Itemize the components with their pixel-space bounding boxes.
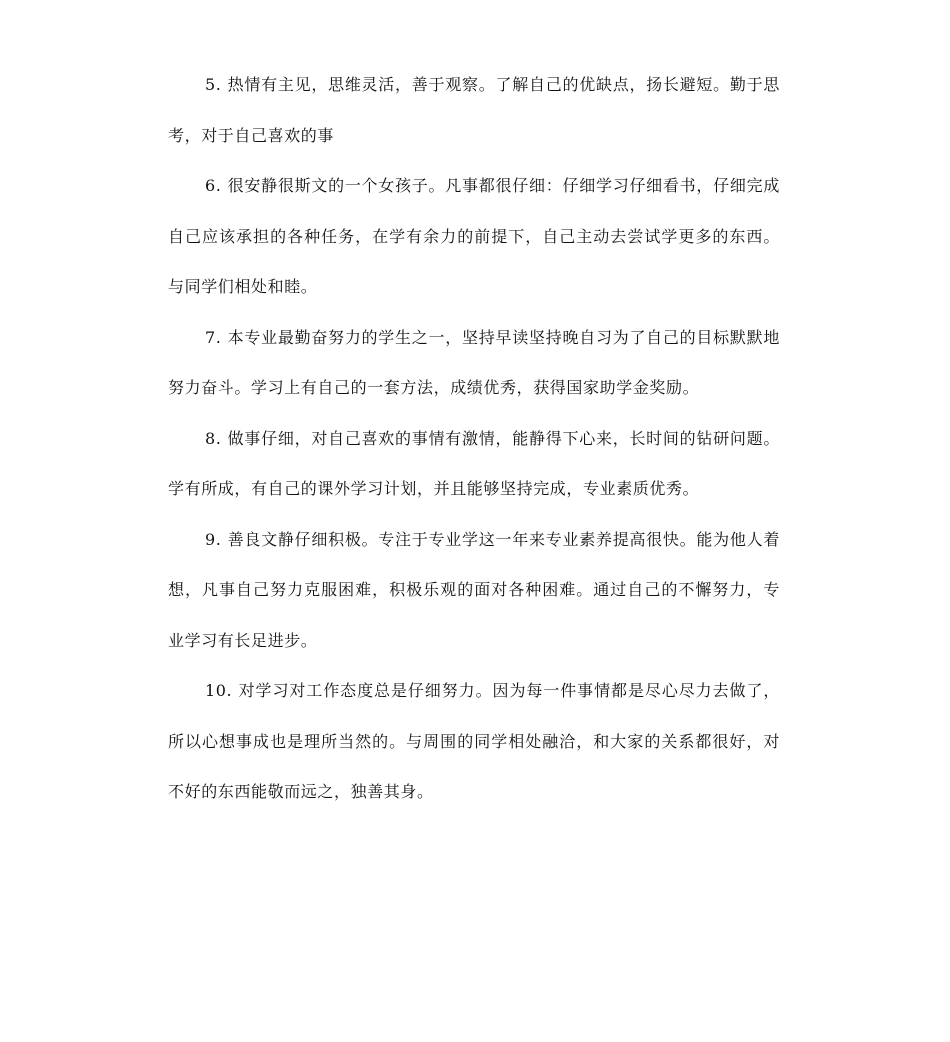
paragraph-number: 7. xyxy=(205,327,222,347)
document-body xyxy=(168,60,780,818)
paragraph-5 xyxy=(168,60,780,161)
paragraph-10 xyxy=(168,666,780,818)
paragraph-number: 9. xyxy=(205,529,222,549)
paragraph-text: 做事仔细，对自己喜欢的事情有激情，能静得下心来，长时间的钻研问题。学有所成，有自己的课外学习计划，并且能够坚持完成，专业素质优秀。 xyxy=(168,428,780,498)
paragraph-8 xyxy=(168,414,780,515)
paragraph-text: 本专业最勤奋努力的学生之一，坚持早读坚持晚自习为了自己的目标默默地努力奋斗。学习上有自己的一套方法，成绩优秀，获得国家助学金奖励。 xyxy=(168,327,780,397)
paragraph-6 xyxy=(168,161,780,313)
paragraph-9 xyxy=(168,515,780,667)
paragraph-7 xyxy=(168,313,780,414)
paragraph-number: 10. xyxy=(205,681,233,700)
paragraph-number: 8. xyxy=(205,428,222,448)
paragraph-text: 对学习对工作态度总是仔细努力。因为每一件事情都是尽心尽力去做了，所以心想事成也是理所当然的。与周围的同学相处融洽，和大家的关系都很好，对不好的东西能敬而远之，独善其身。 xyxy=(168,681,780,801)
paragraph-text: 热情有主见，思维灵活，善于观察。了解自己的优缺点，扬长避短。勤于思考，对于自己喜欢的事 xyxy=(168,75,780,145)
paragraph-text: 善良文静仔细积极。专注于专业学这一年来专业素养提高很快。能为他人着想，凡事自己努力克服困难，积极乐观的面对各种困难。通过自己的不懈努力，专业学习有长足进步。 xyxy=(168,529,780,650)
paragraph-text: 很安静很斯文的一个女孩子。凡事都很仔细：仔细学习仔细看书，仔细完成自己应该承担的各种任务，在学有余力的前提下，自己主动去尝试学更多的东西。与同学们相处和睦。 xyxy=(168,176,780,296)
paragraph-number: 6. xyxy=(205,176,222,195)
paragraph-number: 5. xyxy=(205,75,222,94)
